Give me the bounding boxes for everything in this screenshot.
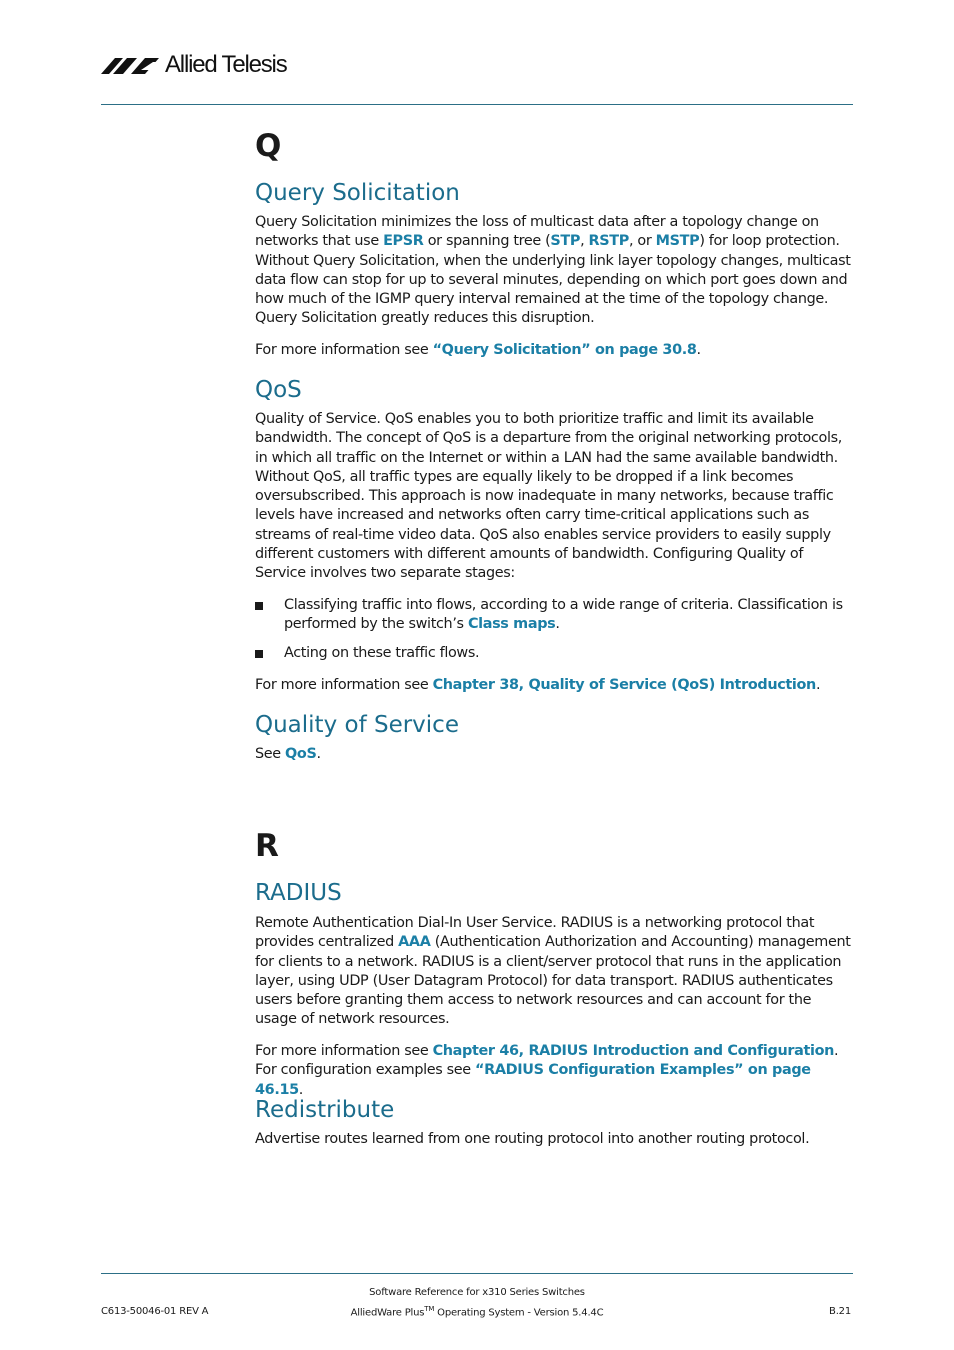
text-span: For more information see	[255, 677, 433, 693]
entry-radius	[255, 878, 855, 908]
link-chapter-38[interactable]: Chapter 38, Quality of Service (QoS) Introduction	[432, 677, 816, 693]
entry-body	[255, 745, 855, 764]
text-span: Classifying traffic into flows, according to a wide range of criteria. Classification is performed by the switch’s	[284, 597, 843, 633]
text-span: .	[696, 342, 701, 358]
entry-body	[255, 213, 855, 329]
entry-title: RADIUS	[255, 880, 342, 906]
link-mstp[interactable]: MSTP	[655, 233, 700, 250]
link-rstp[interactable]: RSTP	[588, 233, 629, 250]
company-logo	[101, 50, 301, 82]
text-span: Query Solicitation minimizes the loss of multicast data after a topology change on networks that use	[255, 214, 819, 250]
paragraph: Advertise routes learned from one routing protocol into another routing protocol.	[255, 1131, 810, 1147]
entry-body	[255, 914, 855, 1030]
entry-query-solicitation	[255, 178, 855, 208]
text-span: Acting on these traffic flows.	[284, 645, 480, 661]
text-span: ,	[580, 233, 589, 250]
bullet-list	[255, 596, 855, 635]
text-span: AlliedWare Plus	[350, 1307, 425, 1319]
bullet-list-items	[255, 644, 855, 663]
bullet-square-icon	[255, 602, 263, 610]
entry-body	[255, 1130, 855, 1149]
text-span: , or	[628, 233, 656, 250]
entry-title: Quality of Service	[255, 712, 459, 738]
allied-telesis-logo-mark-icon	[101, 50, 165, 80]
section-r	[255, 828, 855, 864]
entry-redistribute	[255, 1095, 855, 1125]
paragraph: Quality of Service. QoS enables you to both prioritize traffic and limit its available bandwidth. The concept of QoS is a departure from the original networking protocols, in which all traffic on the Internet or within a LAN had the same available bandwidth. Without QoS, all traffic types are equally likely to be dropped if a link becomes oversubscribed. This approach is now inadequate in many networks, because traffic levels have increased and networks often carry time-critical applications such as streams of real-time video data. QoS also enables service providers to easily supply different customers with different amounts of bandwidth. Configuring Quality of Service involves two separate stages:	[255, 411, 842, 582]
entry-more-info	[255, 1042, 855, 1100]
entry-title: Redistribute	[255, 1097, 395, 1123]
text-span: or spanning tree (	[423, 233, 551, 250]
text-span: See	[255, 746, 286, 762]
link-class-maps[interactable]: Class maps	[467, 616, 556, 633]
footer-page-number: B.21	[829, 1306, 851, 1317]
entry-title: QoS	[255, 377, 302, 403]
bullet-square-icon	[255, 650, 263, 658]
entry-body	[255, 410, 855, 584]
link-epsr[interactable]: EPSR	[383, 233, 424, 250]
entry-more-info	[255, 676, 855, 695]
footer-subtitle	[302, 1305, 652, 1318]
section-q	[255, 128, 855, 164]
bullet-list-items	[255, 596, 855, 635]
paragraph	[255, 745, 855, 764]
text-span: ) for loop protection. Without Query Solicitation, when the underlying link layer topology changes, multicast data flow can stop for up to several minutes, depending on which port goes down and how much of the IGMP query interval remained at the time of the topology change. Query Solicitation greatly reduces this disruption.	[255, 233, 851, 327]
link-aaa[interactable]: AAA	[398, 934, 431, 951]
text-span: .	[555, 616, 560, 633]
logo-text: Allied Telesis	[165, 51, 287, 78]
section-letter-q: Q	[255, 128, 282, 164]
text-span: .	[316, 746, 321, 762]
section-letter-r: R	[255, 828, 279, 864]
text-span: For more information see	[255, 342, 433, 358]
text-span: (Authentication Authorization and Accounting) management for clients to a network. RADIUS is a client/server protocol that runs in the application layer, using UDP (User Datagram Protocol) for data transport. RADIUS authenticates users before granting them access to network resources and can account for the usage of network resources.	[255, 934, 851, 1028]
text-span: Operating System - Version 5.4.4C	[434, 1307, 604, 1319]
entry-quality-of-service	[255, 710, 855, 740]
text-span: .	[298, 1081, 304, 1098]
footer-doc-id: C613-50046-01 REV A	[101, 1306, 209, 1317]
link-query-solicitation-page[interactable]: “Query Solicitation” on page 30.8	[432, 342, 697, 358]
paragraph	[255, 914, 855, 1030]
bullet-list	[255, 644, 855, 663]
trademark: TM	[424, 1305, 435, 1313]
text-span: . For configuration examples see	[255, 1043, 839, 1079]
paragraph	[255, 1042, 855, 1100]
entry-more-info	[255, 341, 855, 360]
text-span: Remote Authentication Dial-In User Service. RADIUS is a networking protocol that provides centralized	[255, 915, 815, 951]
paragraph	[255, 341, 855, 360]
link-radius-examples[interactable]: “RADIUS Configuration Examples” on page 46.15	[255, 1062, 811, 1098]
link-chapter-46[interactable]: Chapter 46, RADIUS Introduction and Configuration	[432, 1043, 835, 1059]
header-rule	[101, 104, 853, 105]
link-stp[interactable]: STP	[550, 233, 581, 250]
footer-title: Software Reference for x310 Series Switches	[369, 1287, 585, 1298]
entry-qos	[255, 375, 855, 405]
paragraph	[255, 676, 855, 695]
list-item	[255, 596, 855, 635]
text-span: For more information see	[255, 1043, 433, 1059]
list-item	[255, 644, 855, 663]
entry-title: Query Solicitation	[255, 180, 460, 206]
paragraph	[255, 213, 855, 329]
text-span: .	[815, 677, 821, 693]
footer-rule	[101, 1273, 853, 1274]
link-qos[interactable]: QoS	[285, 746, 317, 762]
